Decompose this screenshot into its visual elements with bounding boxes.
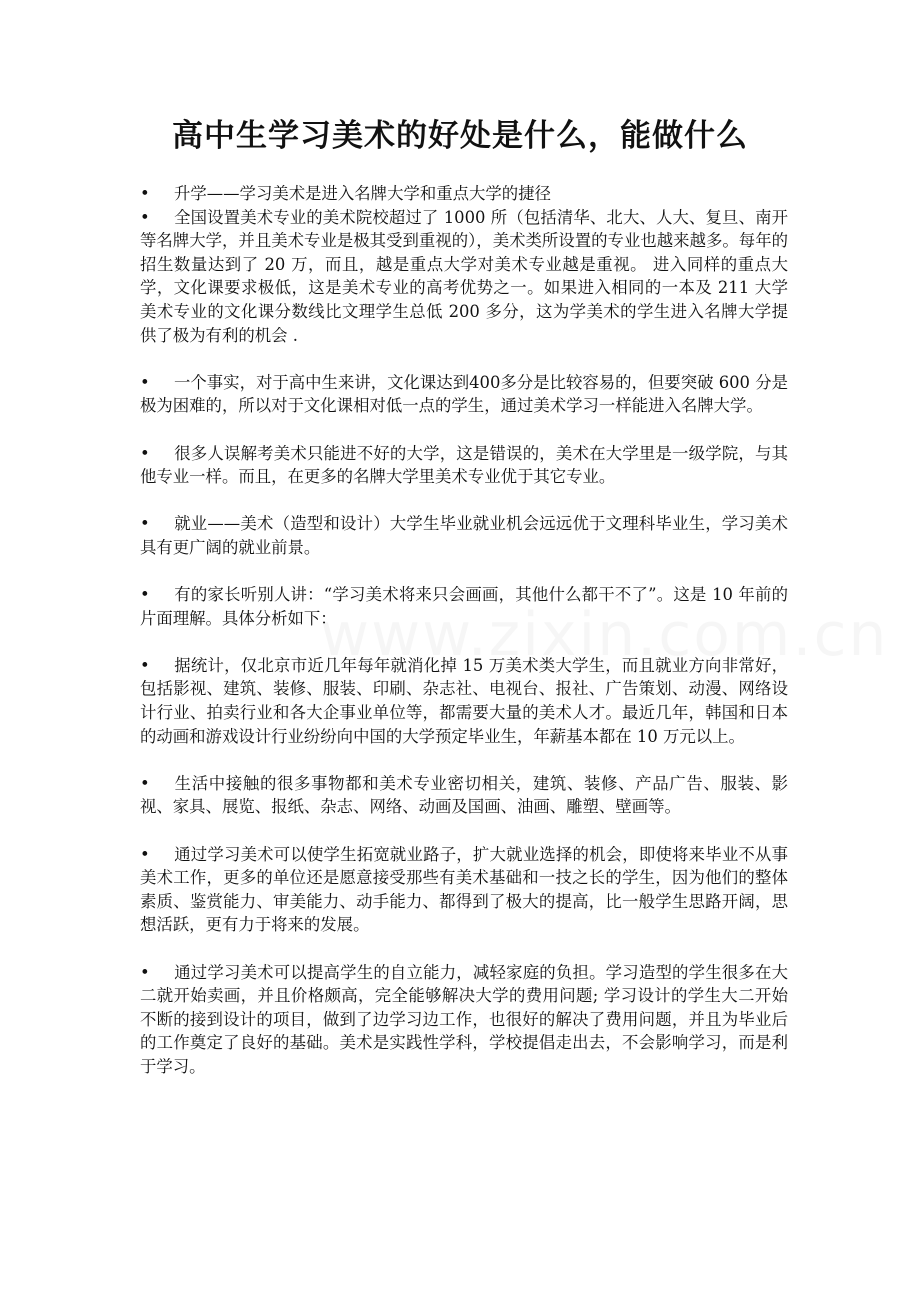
bullet-icon: • <box>140 655 150 675</box>
paragraph-4 <box>140 442 788 489</box>
document-body <box>140 182 788 1079</box>
paragraph-10 <box>140 961 788 1079</box>
bullet-icon: • <box>140 443 150 463</box>
bullet-icon: • <box>140 514 150 534</box>
paragraph-text: 有的家长听别人讲：“学习美术将来只会画画，其他什么都干不了”。这是 10 年前的片面理解。具体分析如下： <box>140 585 788 628</box>
bullet-icon: • <box>140 773 150 793</box>
paragraph-2 <box>140 206 788 348</box>
paragraph-text: 一个事实，对于高中生来讲，文化课达到400多分是比较容易的，但要突破 600 分是极为困难的，所以对于文化课相对低一点的学生，通过美术学习一样能进入名牌大学。 <box>140 372 788 416</box>
paragraph-text: 很多人误解考美术只能进不好的大学，这是错误的，美术在大学里是一级学院，与其他专业一样。而且，在更多的名牌大学里美术专业优于其它专业。 <box>140 443 788 487</box>
bullet-icon: • <box>140 184 150 203</box>
paragraph-text: 升学——学习美术是进入名牌大学和重点大学的捷径 <box>174 184 551 203</box>
paragraph-text: 全国设置美术专业的美术院校超过了 1000 所（包括清华、北大、人大、复旦、南开等名牌大学，并且美术专业是极其受到重视的），美术类所设置的专业也越来越多。每年的招生数量达到了 20 万，而且，越是重点大学对美术专业越是重视。 进入同样的重点大学，文化课要求极低，这是美术专业的高考优势之一。如果进入相同的一本及 211 大学美术专业的文化课分数线比文理学生总低 200 多分，这为学美术的学生进入名牌大学提供了极为有利的机会 . <box>140 207 788 345</box>
paragraph-8 <box>140 772 788 819</box>
paragraph-text: 据统计，仅北京市近几年每年就消化掉 15 万美术类大学生，而且就业方向非常好，包括影视、建筑、装修、服装、印刷、杂志社、电视台、报社、广告策划、动漫、网络设计行业、拍卖行业和各大企事业单位等，都需要大量的美术人才。最近几年，韩国和日本的动画和游戏设计行业纷纷向中国的大学预定毕业生，年薪基本都在 10 万元以上。 <box>140 655 788 746</box>
paragraph-1 <box>140 182 788 206</box>
paragraph-6 <box>140 583 788 630</box>
bullet-icon: • <box>140 585 150 605</box>
paragraph-7 <box>140 654 788 748</box>
paragraph-text: 通过学习美术可以使学生拓宽就业路子，扩大就业选择的机会，即使将来毕业不从事美术工作，更多的单位还是愿意接受那些有美术基础和一技之长的学生，因为他们的整体素质、鉴赏能力、审美能力、动手能力、都得到了极大的提高，比一般学生思路开阔，思想活跃，更有力于将来的发展。 <box>140 844 788 935</box>
paragraph-9 <box>140 843 788 937</box>
bullet-icon: • <box>140 372 150 392</box>
bullet-icon: • <box>140 844 150 864</box>
paragraph-text: 通过学习美术可以提高学生的自立能力，减轻家庭的负担。学习造型的学生很多在大二就开始卖画，并且价格颇高，完全能够解决大学的费用问题; 学习设计的学生大二开始不断的接到设计的项目，做到了边学习边工作，也很好的解决了费用问题，并且为毕业后的工作奠定了良好的基础。美术是实践性学科，学校提倡走出去，不会影响学习，而是利于学习。 <box>140 962 788 1076</box>
document-title: 高中生学习美术的好处是什么，能做什么 <box>172 118 748 154</box>
bullet-icon: • <box>140 962 150 982</box>
paragraph-5 <box>140 512 788 559</box>
paragraph-3 <box>140 371 788 418</box>
paragraph-text: 生活中接触的很多事物都和美术专业密切相关，建筑、装修、产品广告、服装、影视、家具、展览、报纸、杂志、网络、动画及国画、油画、雕塑、壁画等。 <box>140 773 788 817</box>
bullet-icon: • <box>140 207 150 227</box>
paragraph-text: 就业——美术（造型和设计）大学生毕业就业机会远远优于文理科毕业生，学习美术具有更广阔的就业前景。 <box>140 514 788 557</box>
